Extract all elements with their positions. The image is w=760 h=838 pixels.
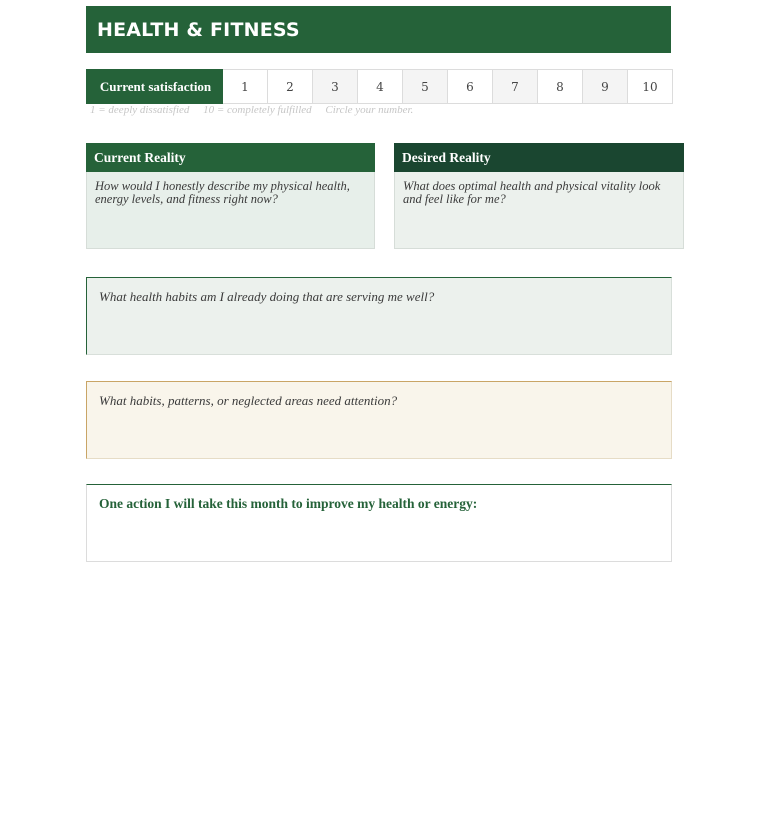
current-reality-heading: Current Reality [86,143,375,172]
scale-option-8[interactable]: 8 [538,69,583,104]
scale-option-10[interactable]: 10 [628,69,673,104]
scale-option-1[interactable]: 1 [223,69,268,104]
scale-option-5[interactable]: 5 [403,69,448,104]
scale-option-2[interactable]: 2 [268,69,313,104]
strengths-prompt-box[interactable]: What health habits am I already doing that are serving me well? [86,277,672,355]
action-prompt-box[interactable]: One action I will take this month to improve my health or energy: [86,484,672,562]
current-reality-box[interactable] [86,143,375,249]
scale-option-9[interactable]: 9 [583,69,628,104]
section-title: HEALTH & FITNESS [97,18,300,41]
attention-prompt-box[interactable]: What habits, patterns, or neglected areas need attention? [86,381,672,459]
scale-hint: 1 = deeply dissatisfied 10 = completely fulfilled Circle your number. [90,104,414,116]
scale-option-7[interactable]: 7 [493,69,538,104]
scale-option-3[interactable]: 3 [313,69,358,104]
current-reality-question: How would I honestly describe my physical health, energy levels, and fitness right now? [95,179,350,206]
desired-reality-question: What does optimal health and physical vitality look and feel like for me? [403,179,661,206]
satisfaction-scale [86,69,673,104]
desired-reality-heading: Desired Reality [394,143,684,172]
scale-option-6[interactable]: 6 [448,69,493,104]
satisfaction-label: Current satisfaction [86,69,223,104]
scale-option-4[interactable]: 4 [358,69,403,104]
section-header [86,6,671,53]
desired-reality-box[interactable] [394,143,684,249]
